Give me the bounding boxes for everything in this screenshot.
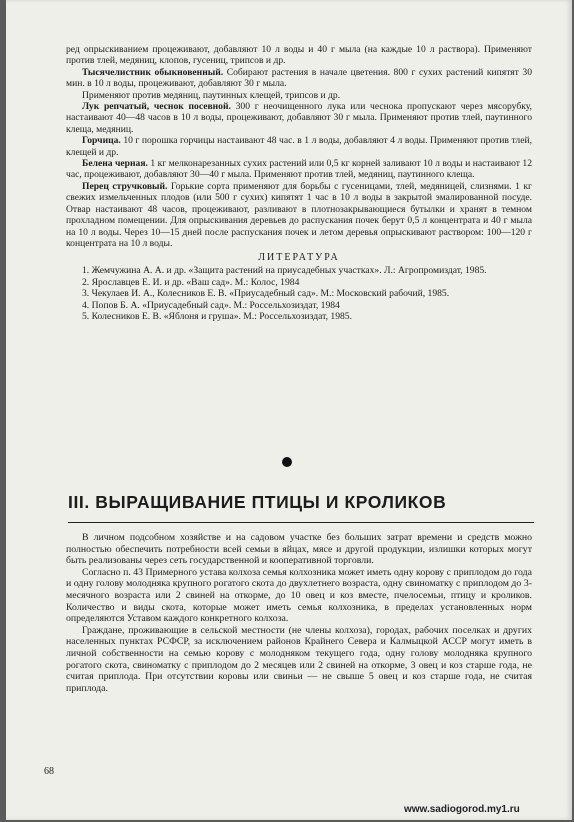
- paragraph-yarrow: [66, 67, 532, 90]
- term-henbane: Белена черная.: [82, 158, 148, 170]
- paragraph-henbane: [66, 158, 532, 181]
- body-paragraph: В личном подсобном хозяйстве и на садовом участке без больших затрат времени и средств можно полностью обеспечить потребности всей семьи в яйцах, мясе и другой продукции, излишки которых могут быть реализованы через сеть государственной и кооперативной торговли.: [66, 532, 532, 567]
- literature-item: 1. Жемчужина А. А. и др. «Защита растений на приусадебных участках». Л.: Агропромиздат, 1985.: [82, 265, 487, 277]
- page-number: 68: [44, 766, 54, 777]
- text-pepper: Горькие сорта применяют для борьбы с гусеницами, тлей, медяницей, слизнями. 1 кг свежих измельченных плодов (или 500 г сухих) кипятят 1 час в 10 л воды в закрытой эмалированной посуде. Отвар настаивают 48 часов, процеживают, разливают в плотнозакрывающиеся бутылки и хранят в темном прохладном помещении. Для опрыскивания деревьев до распускания почек берут 0,5 л концентрата и 40 г мыла на 10 л воды. Через 10—15 дней после распускания почек и летом деревья опрыскивают раствором: 100—120 г концентрата на 10 л воды.: [66, 180, 532, 249]
- literature-heading: ЛИТЕРАТУРА: [258, 252, 340, 264]
- literature-item: 5. Колесников Е. В. «Яблоня и груша». М.: Россельхозиздат, 1985.: [82, 310, 352, 322]
- text-onion: 300 г неочищенного лука или чеснока пропускают через мясорубку, настаивают 40—48 часов в 10 л воды, процеживают, добавляют 30 г мыла. Применяют против тлей, паутинного клеща, медяниц.: [66, 101, 532, 135]
- paragraph-mustard: [66, 135, 532, 158]
- text-yarrow: Собирают растения в начале цветения. 800 г сухих растений кипятят 30 мин. в 10 л воды, процеживают, добавляют 30 г мыла.: [66, 66, 533, 90]
- literature-item: 4. Попов Б. А. «Приусадебный сад». М.: Россельхозиздат, 1984: [82, 299, 340, 311]
- term-yarrow: Тысячелистник обыкновенный.: [82, 66, 224, 78]
- top-section: [66, 44, 532, 322]
- term-onion: Лук репчатый, чеснок посевной.: [82, 101, 231, 113]
- paragraph-pepper: [66, 181, 532, 249]
- paragraph-continued: ред опрыскиванием процеживают, добавляют 10 л воды и 40 г мыла (на каждые 10 л раствора). Применяют против тлей, медяниц, клопов, гусениц, трипсов и др.: [66, 44, 532, 67]
- chapter-body: [66, 532, 532, 694]
- text-henbane: 1 кг мелконарезанных сухих растений или 0,5 кг корней заливают 10 л воды и настаивают 12 час, процеживают, добавляют 30—40 г мыла. Применяют против тлей, медяниц, паутинного клеща.: [66, 158, 532, 181]
- term-mustard: Горчица.: [82, 135, 121, 147]
- paragraph-onion: [66, 101, 532, 135]
- page-sheet: [6, 0, 572, 820]
- chapter-title: III. ВЫРАЩИВАНИЕ ПТИЦЫ И КРОЛИКОВ: [68, 492, 447, 512]
- literature-item: 2. Ярославцев Е. И. и др. «Ваш сад». М.: Колос, 1984: [82, 276, 300, 288]
- body-paragraph: Согласно п. 43 Примерного устава колхоза семья колхозника может иметь одну корову с приплодом до года и одну голову молодняка крупного рогатого скота до двухлетнего возраста, одну свиноматку с приплодом до 3-месячного возраста или 2 свиней на откорме, до 10 овец и коз вместе, пчелосемьи, птицу и кроликов. Количество и виды скота, которые может иметь семья колхозника, в пределах установленных норм определяются Уставом каждого конкретного колхоза.: [66, 566, 532, 625]
- watermark-url: www.sadiogorod.my1.ru: [404, 804, 520, 815]
- literature-list: [66, 265, 532, 322]
- paragraph-yarrow-usage: Применяют против медяниц, паутинных клещей, трипсов и др.: [82, 89, 341, 101]
- body-paragraph: Граждане, проживающие в сельской местности (не члены колхоза), городах, рабочих поселках и других населенных пунктах РСФСР, за исключением районов Крайнего Севера и Калмыцкой АССР могут иметь в личной собственности на семью корову с молодняком текущего года, одну голову молодняка крупного рогатого скота, свиноматку с приплодом до 2 месяцев или 2 свиней на откорме, 3 овец и коз старше года, не считая приплода. При отсутствии коровы или свиньи — не свыше 5 овец и коз старше года, не считая приплода.: [66, 624, 532, 694]
- chapter-rule: [68, 522, 534, 523]
- section-bullet: [282, 457, 292, 467]
- literature-item: 3. Чекулаев И. А., Колесников Е. В. «Приусадебный сад». М.: Московский рабочий, 1985.: [82, 288, 450, 300]
- term-pepper: Перец стручковый.: [82, 180, 168, 192]
- text-mustard: 10 г порошка горчицы настаивают 48 час. в 1 л воды, добавляют 4 л воды. Применяют против тлей, клещей и др.: [66, 135, 532, 158]
